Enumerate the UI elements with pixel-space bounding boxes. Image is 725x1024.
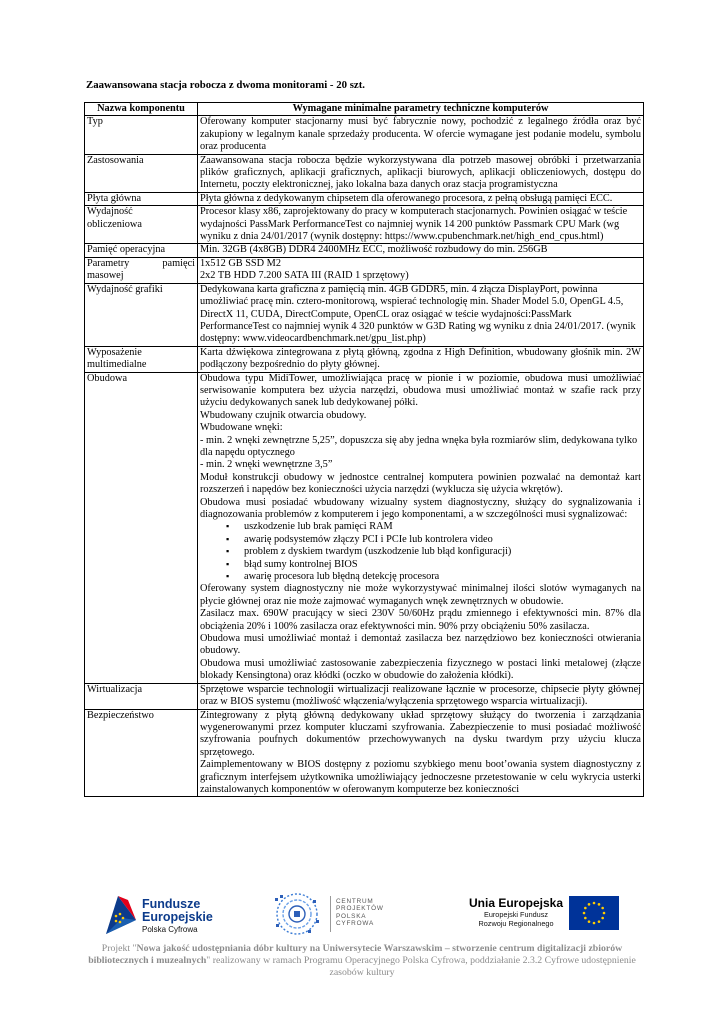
list-item: ▪ awarię podsystemów złączy PCI i PCIe lub kontrolera video bbox=[226, 534, 641, 546]
row-name-line: masowej bbox=[87, 270, 124, 282]
row-name: Wirtualizacja bbox=[85, 683, 198, 709]
row-name: Bezpieczeństwo bbox=[85, 709, 198, 797]
row-desc: Dedykowana karta graficzna z pamięcią min. 4GB GDDR5, min. 4 złącza DisplayPort, powinna umożliwiać pracę min. cztero-monitorową, wspierać technologię min. Shader Model 5.0, OpenGL 4.5, DirectX 11, CUDA, DirectCompute, OpenCL oraz osiągać w teście wydajności:PassMark PerformanceTest co najmniej wynik 4 320 punktów w G3D Rating wg wyniku z dnia 24/01/2017. (wynik dostępny: www.videocardbenchmark.net/gpu_list.php) bbox=[198, 283, 644, 346]
row-name: Płyta główna bbox=[85, 192, 198, 205]
table-header-row bbox=[85, 103, 644, 116]
row-desc: Procesor klasy x86, zaprojektowany do pracy w komputerach stacjonarnych. Powinien osiągać w teście wydajności PassMark PerformanceTest co najmniej wynik 14 200 punktów Passmark CPU Mark (wg wyniku z dnia 24/01/2017 (wynik dostępny: https://www.cpubenchmark.net/high_end_cpus.html) bbox=[198, 206, 644, 244]
table-row bbox=[85, 372, 644, 683]
footer-prefix: Projekt " bbox=[101, 943, 137, 954]
fe-line: Europejskie bbox=[142, 910, 213, 924]
desc-paragraph: - min. 2 wnęki wewnętrzne 3,5” bbox=[200, 459, 333, 471]
table-row bbox=[85, 244, 644, 257]
table-row bbox=[85, 192, 644, 205]
fe-line: Fundusze bbox=[142, 897, 201, 911]
desc-paragraph: Wbudowane wnęki: bbox=[200, 422, 283, 434]
fe-text bbox=[142, 898, 213, 935]
unia-europejska-logo bbox=[462, 896, 627, 936]
desc-paragraph: Obudowa typu MidiTower, umożliwiająca pracę w pionie i w poziomie, obudowa musi umożliwiać serwisowanie komputera bez użycia narzędzi, obudowa musi umożliwiać montaż w szafie rack przy użyciu dedykowanych sanek lub dedykowanej półki. bbox=[200, 372, 641, 409]
row-name-line: Wydajność bbox=[87, 206, 133, 218]
ue-line: Europejski Fundusz bbox=[483, 910, 549, 919]
row-name bbox=[85, 206, 198, 244]
row-name bbox=[85, 346, 198, 372]
eu-star bbox=[593, 922, 596, 925]
table-row bbox=[85, 206, 644, 244]
table-row bbox=[85, 709, 644, 797]
funding-logos bbox=[0, 888, 725, 944]
row-desc: Oferowany komputer stacjonarny musi być fabrycznie nowy, pochodzić z legalnego źródła oraz być zakupiony w legalnym kanale sprzedaży producenta. W ofercie wymagane jest podanie modelu, symbolu oraz producenta bbox=[198, 116, 644, 154]
row-name-line: multimedialne bbox=[87, 359, 147, 371]
row-desc bbox=[198, 257, 644, 283]
footer-suffix: " realizowany w ramach Programu Operacyjnego Polska Cyfrowa, poddziałanie 2.3.2 Cyfrowe udostępnienie zasobów kultury bbox=[206, 955, 636, 978]
desc-line: 1x512 GB SSD M2 bbox=[200, 257, 281, 269]
row-name-line: Wyposażenie bbox=[87, 346, 142, 358]
header-params: Wymagane minimalne parametry techniczne komputerów bbox=[198, 103, 644, 116]
eu-star bbox=[593, 902, 596, 905]
diagnostic-list bbox=[200, 521, 641, 583]
desc-paragraph: Obudowa musi umożliwiać montaż i demontaż zasilacza bez narzędziowo bez konieczności otwierania obudowy. bbox=[200, 633, 641, 657]
row-desc bbox=[198, 709, 644, 797]
cp-text: CENTRUM PROJEKTÓW POLSKA CYFROWA bbox=[336, 898, 384, 928]
eu-star bbox=[584, 907, 587, 910]
desc-paragraph: - min. 2 wnęki zewnętrzne 5,25”, dopuszcza się aby jedna wnęka była rozmiarów slim, dedykowana tylko dla napędu optycznego bbox=[200, 434, 638, 458]
ue-text bbox=[462, 896, 570, 928]
header-component: Nazwa komponentu bbox=[85, 103, 198, 116]
list-item: ▪ uszkodzenie lub brak pamięci RAM bbox=[226, 521, 641, 533]
project-footer bbox=[86, 943, 638, 979]
list-item: ▪ problem z dyskiem twardym (uszkodzenie lub błąd konfiguracji) bbox=[226, 546, 641, 558]
fundusze-europejskie-logo bbox=[104, 894, 244, 936]
eu-star bbox=[601, 917, 604, 920]
desc-paragraph: Moduł konstrukcji obudowy w jednostce centralnej komputera powinien pozwalać na demontaż kart rozszerzeń i napędów bez konieczności użycia narzędzi (wyklucza się użycia wkrętów). bbox=[200, 471, 641, 496]
row-name-line: obliczeniowa bbox=[87, 218, 142, 230]
row-desc: Sprzętowe wsparcie technologii wirtualizacji realizowane łącznie w procesorze, chipsecie płyty głównej oraz w BIOS systemu (możliwość włączenia/wyłączenia sprzętowego wsparcia wirtualizacji). bbox=[198, 683, 644, 709]
list-item: ▪ błąd sumy kontrolnej BIOS bbox=[226, 559, 641, 571]
eu-star bbox=[588, 903, 591, 906]
row-name: Zastosowania bbox=[85, 154, 198, 192]
document-title: Zaawansowana stacja robocza z dwoma monitorami - 20 szt. bbox=[86, 79, 365, 91]
table-row bbox=[85, 683, 644, 709]
row-name: Wydajność grafiki bbox=[85, 283, 198, 346]
ue-line: Unia Europejska bbox=[468, 896, 564, 910]
cp-emblem-icon bbox=[268, 890, 326, 938]
table-row bbox=[85, 346, 644, 372]
row-desc: Zaawansowana stacja robocza będzie wykorzystywana dla potrzeb masowej obróbki i przetwarzania plików graficznych, aplikacji graficznych, aplikacji biurowych, aplikacji obliczeniowych, dostępu do Internetu, poczty elektronicznej, jako lokalna baza danych oraz stacja programistyczna bbox=[198, 154, 644, 192]
desc-paragraph: Zasilacz max. 690W pracujący w sieci 230V 50/60Hz prądu zmiennego i efektywności min. 87% dla obciążenia 20% i 100% zasilacza oraz efektywności min. 90% przy obciążeniu 50% zasilacza. bbox=[200, 608, 641, 632]
list-item: ▪ awarię procesora lub błędną detekcję procesora bbox=[226, 571, 641, 583]
fe-line: Polska Cyfrowa bbox=[142, 925, 198, 934]
row-name bbox=[85, 257, 198, 283]
fe-star-icon bbox=[104, 894, 138, 936]
desc-line: 2x2 TB HDD 7.200 SATA III (RAID 1 sprzętowy) bbox=[200, 270, 409, 282]
row-name: Obudowa bbox=[85, 372, 198, 683]
row-name-line: Parametry pamięci bbox=[87, 257, 195, 269]
table-row bbox=[85, 154, 644, 192]
row-desc: Karta dźwiękowa zintegrowana z płytą główną, zgodna z High Definition, wbudowany głośnik min. 2W podłączony bezpośrednio do płyty głównej. bbox=[198, 346, 644, 372]
eu-star bbox=[601, 907, 604, 910]
table-row bbox=[85, 116, 644, 154]
row-desc: Płyta główna z dedykowanym chipsetem dla oferowanego procesora, z pełną obsługą pamięci ECC. bbox=[198, 192, 644, 205]
eu-star bbox=[603, 912, 606, 915]
desc-paragraph: Zaimplementowany w BIOS dostępny z poziomu szybkiego menu boot’owania system diagnostyczny z graficznym interfejsem użytkownika umożliwiający jednoczesne przetestowanie w celu wykrycia usterki zainstalowanych komponentów w oferowanym komputerze bez konieczności bbox=[200, 759, 641, 795]
eu-star bbox=[583, 912, 586, 915]
footer-project-name: Nowa jakość udostępniania dóbr kultury na Uniwersytecie Warszawskim – stworzenie centrum digitalizacji zbiorów bibliotecznych i muzealnych bbox=[88, 943, 623, 966]
desc-paragraph: Wbudowany czujnik otwarcia obudowy. bbox=[200, 409, 367, 421]
table-row bbox=[85, 283, 644, 346]
cp-divider bbox=[330, 896, 331, 932]
desc-paragraph: Zintegrowany z płytą główną dedykowany układ sprzętowy służący do tworzenia i zarządzania wygenerowanymi przez komputer kluczami szyfrowania. Zabezpieczenie to musi posiadać możliwość szyfrowania poufnych dokumentów przechowywanych na dysku twardym przy użyciu klucza sprzętowego. bbox=[200, 709, 641, 758]
row-name: Pamięć operacyjna bbox=[85, 244, 198, 257]
row-desc bbox=[198, 372, 644, 683]
ue-line: Rozwoju Regionalnego bbox=[478, 919, 554, 928]
desc-paragraph: Obudowa musi umożliwiać zastosowanie zabezpieczenia fizycznego w postaci linki metalowej (złącze blokady Kensingtona) oraz kłódki (oczko w obudowie do założenia kłódki). bbox=[200, 657, 641, 682]
row-desc: Min. 32GB (4x8GB) DDR4 2400MHz ECC, możliwość rozbudowy do min. 256GB bbox=[198, 244, 644, 257]
centrum-projektow-logo bbox=[268, 890, 408, 940]
eu-star bbox=[598, 903, 601, 906]
eu-star bbox=[584, 917, 587, 920]
desc-paragraph: Oferowany system diagnostyczny nie może wykorzystywać minimalnej ilości slotów wymaganych na płycie głównej oraz nie może zajmować wymaganych wnęk zewnętrznych w obudowie. bbox=[200, 583, 641, 607]
table-row bbox=[85, 257, 644, 283]
eu-star bbox=[598, 920, 601, 923]
row-name: Typ bbox=[85, 116, 198, 154]
desc-paragraph: Obudowa musi posiadać wbudowany wizualny system diagnostyczny, służący do sygnalizowania i diagnozowania problemów z komputerem i jego komponentami, a w szczególności musi sygnalizować: bbox=[200, 496, 641, 520]
spec-table bbox=[84, 102, 644, 797]
eu-star bbox=[588, 920, 591, 923]
eu-flag-icon bbox=[569, 896, 619, 930]
